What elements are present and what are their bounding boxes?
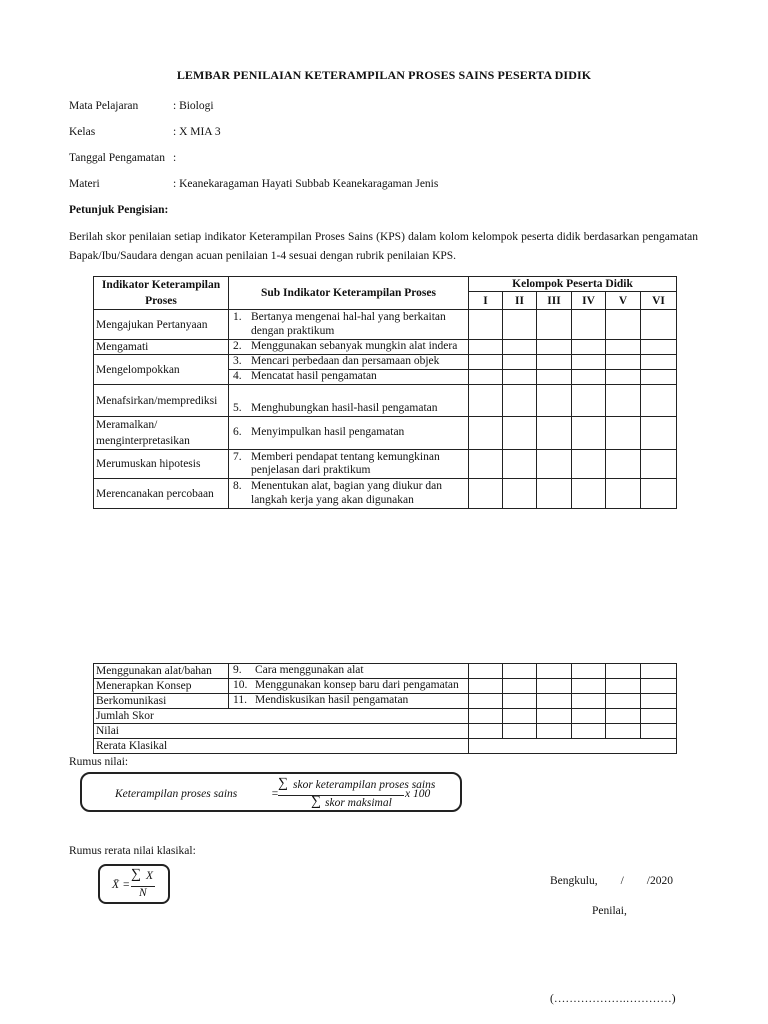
score-cell[interactable] [469,679,503,694]
score-cell[interactable] [606,664,641,679]
score-cell[interactable] [572,709,606,724]
formula-nilai-box [80,772,462,812]
score-cell[interactable] [606,310,641,340]
group-header: III [537,292,572,310]
score-cell[interactable] [572,679,606,694]
sub-indikator-cell: 10. Menggunakan konsep baru dari pengamatan [229,679,469,694]
score-cell[interactable] [641,417,677,450]
score-cell[interactable] [572,370,606,385]
score-cell[interactable] [469,450,503,479]
score-cell[interactable] [572,385,606,417]
rumus-nilai-label: Rumus nilai: [69,756,129,768]
table-row [94,385,677,417]
score-cell[interactable] [572,479,606,509]
score-cell[interactable] [641,340,677,355]
sigma-symbol: ∑ [311,794,321,809]
score-cell[interactable] [503,724,537,739]
meta-label-tanggal: Tanggal Pengamatan [69,152,165,164]
score-cell[interactable] [503,709,537,724]
score-cell[interactable] [606,355,641,370]
score-cell[interactable] [537,310,572,340]
score-cell[interactable] [572,355,606,370]
score-cell[interactable] [572,340,606,355]
table-row [94,679,677,694]
score-cell[interactable] [641,450,677,479]
rerata-cell[interactable] [469,739,677,754]
score-cell[interactable] [469,417,503,450]
indikator-cell: Merencanakan percobaan [94,479,229,509]
score-cell[interactable] [606,679,641,694]
score-cell[interactable] [572,417,606,450]
score-cell[interactable] [641,355,677,370]
score-cell[interactable] [641,724,677,739]
sub-indikator-cell: 1. Bertanya mengenai hal-hal yang berkaitan dengan praktikum [229,310,469,340]
table-row [94,694,677,709]
sigma-symbol: ∑ [131,867,141,882]
header-indikator: Indikator Keterampilan Proses [94,277,229,310]
formula-equals: = [271,788,279,800]
formula-denominator: skor maksimal [325,797,392,809]
formula2-numerator: X [146,870,154,882]
score-cell[interactable] [572,450,606,479]
group-header: I [469,292,503,310]
indikator-cell: Meramalkan/ menginterpretasikan [94,417,229,450]
indikator-cell: Menggunakan alat/bahan [94,664,229,679]
score-cell[interactable] [503,340,537,355]
score-cell[interactable] [641,310,677,340]
sub-indikator-cell: 8. Menentukan alat, bagian yang diukur dan langkah kerja yang akan digunakan [229,479,469,509]
header-kelompok: Kelompok Peserta Didik [469,277,677,292]
score-cell[interactable] [606,709,641,724]
sub-indikator-cell: 3. Mencari perbedaan dan persamaan objek [229,355,469,370]
score-cell[interactable] [606,694,641,709]
meta-value-kelas: : X MIA 3 [173,126,221,138]
score-cell[interactable] [606,370,641,385]
score-cell[interactable] [469,310,503,340]
table-row [94,417,677,450]
score-cell[interactable] [606,724,641,739]
score-cell[interactable] [606,340,641,355]
sub-indikator-cell: 11. Mendiskusikan hasil pengamatan [229,694,469,709]
sub-indikator-cell: 6. Menyimpulkan hasil pengamatan [229,417,469,450]
score-cell[interactable] [537,370,572,385]
header-sub-indikator: Sub Indikator Keterampilan Proses [229,277,469,310]
jumlah-skor-label: Jumlah Skor [94,709,469,724]
formula-times: x 100 [405,788,431,800]
petunjuk-heading: Petunjuk Pengisian: [69,204,169,216]
meta-label-mata-pelajaran: Mata Pelajaran [69,100,139,112]
score-cell[interactable] [503,417,537,450]
score-cell[interactable] [606,450,641,479]
score-cell[interactable] [537,340,572,355]
meta-label-materi: Materi [69,178,100,190]
score-cell[interactable] [537,417,572,450]
formula-numerator: skor keterampilan proses sains [293,779,436,791]
group-header: IV [572,292,606,310]
group-header: II [503,292,537,310]
sub-indikator-cell: 5. Menghubungkan hasil-hasil pengamatan [229,385,469,417]
score-cell[interactable] [606,479,641,509]
table-row [94,340,677,355]
score-cell[interactable] [537,450,572,479]
table-row [94,310,677,340]
formula2-lhs: X̄ [112,879,120,891]
score-cell[interactable] [503,385,537,417]
table-row [94,479,677,509]
formula2-equals: = [123,879,130,891]
score-cell[interactable] [641,385,677,417]
table-row [94,355,677,370]
score-cell[interactable] [469,370,503,385]
indikator-cell: Mengelompokkan [94,355,229,385]
fraction-bar [278,795,404,796]
score-cell[interactable] [503,370,537,385]
score-cell[interactable] [503,450,537,479]
signer-name-placeholder: (……………….…………) [550,993,676,1005]
meta-label-kelas: Kelas [69,126,96,138]
petunjuk-text: Berilah skor penilaian setiap indikator Keterampilan Proses Sains (KPS) dalam kolom kelompok peserta didik berdasarkan pengamatan Bapak/Ibu/Saudara dengan acuan penilaian 1-4 sesuai dengan rubrik penilaian KPS. [69,231,698,262]
indikator-cell: Berkomunikasi [94,694,229,709]
nilai-label: Nilai [94,724,469,739]
score-cell[interactable] [469,664,503,679]
score-cell[interactable] [641,370,677,385]
sub-indikator-cell: 7. Memberi pendapat tentang kemungkinan penjelasan dari praktikum [229,450,469,479]
score-cell[interactable] [572,694,606,709]
score-cell[interactable] [537,664,572,679]
assessment-table [93,276,677,509]
score-cell[interactable] [537,679,572,694]
score-cell[interactable] [469,709,503,724]
jumlah-skor-row [94,709,677,724]
score-cell[interactable] [537,385,572,417]
score-cell[interactable] [572,664,606,679]
indikator-cell: Mengajukan Pertanyaan [94,310,229,340]
score-cell[interactable] [503,679,537,694]
group-header: VI [641,292,677,310]
score-cell[interactable] [606,385,641,417]
formula-rerata-box [98,864,170,904]
score-cell[interactable] [469,355,503,370]
meta-value-materi: : Keanekaragaman Hayati Subbab Keanekaragaman Jenis [173,178,439,190]
rumus-rerata-label: Rumus rerata nilai klasikal: [69,845,196,857]
score-cell[interactable] [503,310,537,340]
score-cell[interactable] [537,694,572,709]
nilai-row [94,724,677,739]
score-cell[interactable] [503,479,537,509]
meta-value-mata-pelajaran: : Biologi [173,100,214,112]
score-cell[interactable] [469,694,503,709]
score-cell[interactable] [641,709,677,724]
indikator-cell: Merumuskan hipotesis [94,450,229,479]
score-cell[interactable] [469,340,503,355]
table-row [94,664,677,679]
score-cell[interactable] [503,694,537,709]
score-cell[interactable] [641,679,677,694]
score-cell[interactable] [537,479,572,509]
score-cell[interactable] [572,724,606,739]
assessment-table-continued [93,663,677,754]
score-cell[interactable] [469,479,503,509]
sigma-symbol: ∑ [278,776,288,791]
table-row [94,450,677,479]
group-header: V [606,292,641,310]
score-cell[interactable] [503,355,537,370]
score-cell[interactable] [641,694,677,709]
sub-indikator-cell: 2. Menggunakan sebanyak mungkin alat indera [229,340,469,355]
place-date: Bengkulu, / /2020 [550,875,673,887]
formula-lhs: Keterampilan proses sains [115,788,238,800]
rerata-row [94,739,677,754]
sub-indikator-cell: 4. Mencatat hasil pengamatan [229,370,469,385]
signer-role: Penilai, [592,905,627,917]
sub-indikator-cell: 9. Cara menggunakan alat [229,664,469,679]
score-cell[interactable] [606,417,641,450]
indikator-cell: Menafsirkan/memprediksi [94,385,229,417]
score-cell[interactable] [469,385,503,417]
rerata-label: Rerata Klasikal [94,739,469,754]
score-cell[interactable] [641,664,677,679]
score-cell[interactable] [537,355,572,370]
indikator-cell: Mengamati [94,340,229,355]
score-cell[interactable] [641,479,677,509]
score-cell[interactable] [537,709,572,724]
formula2-denominator: N [139,887,147,899]
score-cell[interactable] [572,310,606,340]
page-title: LEMBAR PENILAIAN KETERAMPILAN PROSES SAINS PESERTA DIDIK [176,68,592,82]
score-cell[interactable] [469,724,503,739]
meta-value-tanggal: : [173,152,177,164]
score-cell[interactable] [537,724,572,739]
score-cell[interactable] [503,664,537,679]
indikator-cell: Menerapkan Konsep [94,679,229,694]
